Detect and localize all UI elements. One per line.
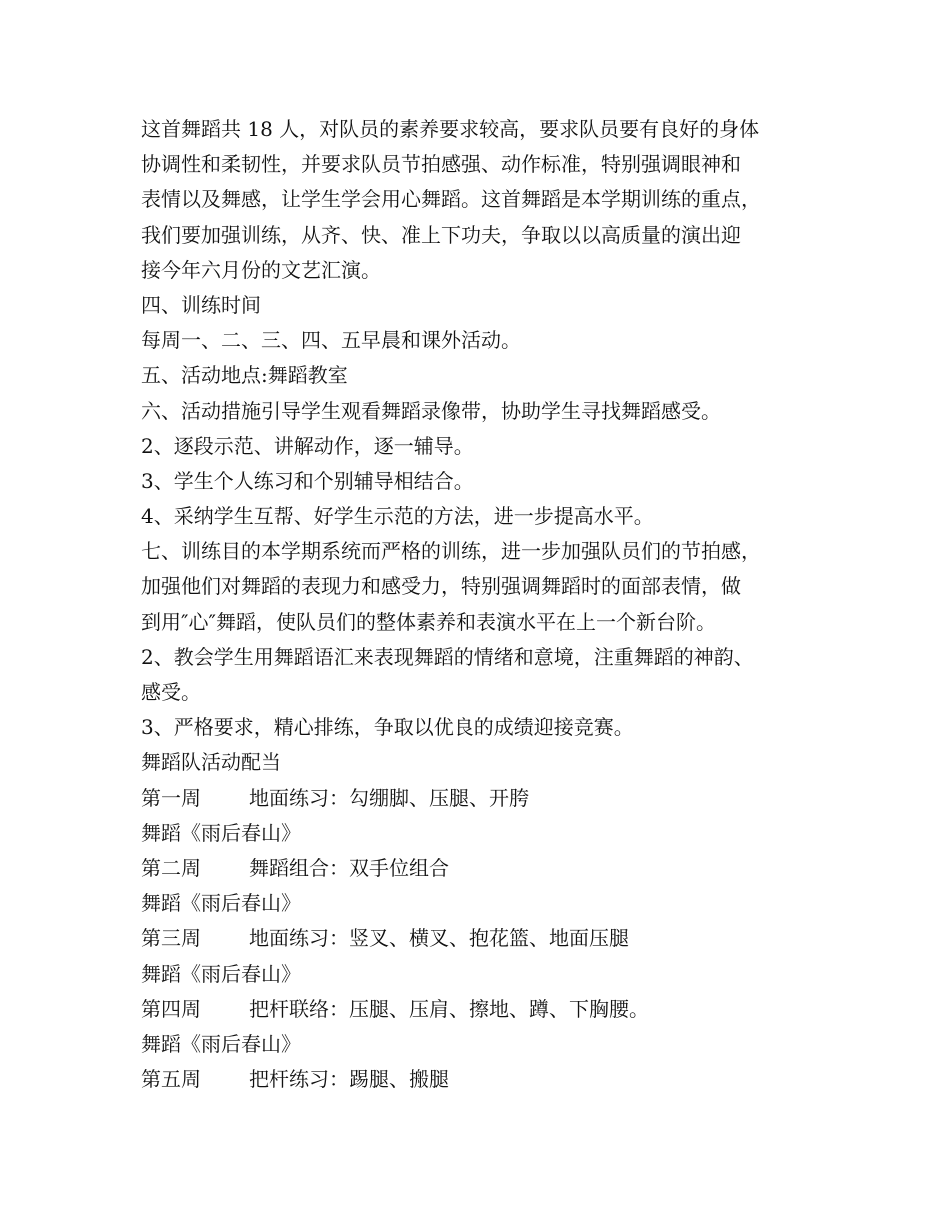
week-label: 第一周 xyxy=(141,785,201,810)
week-dance: 舞蹈《雨后春山》 xyxy=(141,891,301,916)
schedule-week-row xyxy=(141,781,841,816)
week-dance: 舞蹈《雨后春山》 xyxy=(141,820,301,845)
measures-line: 4、采纳学生互帮、好学生示范的方法，进一步提高水平。 xyxy=(141,504,654,529)
document-body xyxy=(141,112,841,1097)
goals-line: 加强他们对舞蹈的表现力和感受力，特别强调舞蹈时的面部表情，做 xyxy=(141,574,741,599)
training-time-heading: 四、训练时间 xyxy=(141,292,261,317)
goals-line: 感受。 xyxy=(141,680,201,704)
training-time-text: 每周一、二、三、四、五早晨和课外活动。 xyxy=(141,328,521,353)
week-dance: 舞蹈《雨后春山》 xyxy=(141,1031,301,1056)
intro-line: 协调性和柔韧性，并要求队员节拍感强、动作标准，特别强调眼神和 xyxy=(141,152,741,177)
measures-line: 六、活动措施引导学生观看舞蹈录像带，协助学生寻找舞蹈感受。 xyxy=(141,398,721,423)
week-content: 把杆联络：压腿、压肩、擦地、蹲、下胸腰。 xyxy=(249,996,649,1021)
week-content: 把杆练习：踢腿、搬腿 xyxy=(249,1067,449,1092)
schedule-week-row xyxy=(141,1062,841,1097)
goals-line: 3、严格要求，精心排练，争取以优良的成绩迎接竞赛。 xyxy=(141,715,634,740)
goals-line: 到用″心″舞蹈，使队员们的整体素养和表演水平在上一个新台阶。 xyxy=(141,609,716,634)
intro-line: 表情以及舞感，让学生学会用心舞蹈。这首舞蹈是本学期训练的重点， xyxy=(141,187,761,212)
intro-line: 我们要加强训练，从齐、快、准上下功夫，争取以以高质量的演出迎 xyxy=(141,222,741,247)
location-line: 五、活动地点:舞蹈教室 xyxy=(141,363,348,388)
intro-line: 接今年六月份的文艺汇演。 xyxy=(141,257,381,282)
week-dance: 舞蹈《雨后春山》 xyxy=(141,961,301,986)
week-label: 第五周 xyxy=(141,1067,201,1092)
schedule-week-row xyxy=(141,921,841,956)
week-content: 舞蹈组合：双手位组合 xyxy=(249,855,449,880)
week-label: 第四周 xyxy=(141,996,201,1021)
week-content: 地面练习：勾绷脚、压腿、开胯 xyxy=(249,785,529,810)
schedule-week-row xyxy=(141,851,841,886)
week-label: 第二周 xyxy=(141,855,201,880)
measures-line: 3、学生个人练习和个别辅导相结合。 xyxy=(141,468,474,493)
schedule-title: 舞蹈队活动配当 xyxy=(141,750,281,775)
week-label: 第三周 xyxy=(141,926,201,951)
week-content: 地面练习：竖叉、横叉、抱花篮、地面压腿 xyxy=(249,926,629,951)
goals-line: 七、训练目的本学期系统而严格的训练，进一步加强队员们的节拍感， xyxy=(141,539,761,564)
goals-line: 2、教会学生用舞蹈语汇来表现舞蹈的情绪和意境，注重舞蹈的神韵、 xyxy=(141,644,754,669)
schedule-week-row xyxy=(141,992,841,1027)
intro-line: 这首舞蹈共 18 人，对队员的素养要求较高，要求队员要有良好的身体 xyxy=(141,117,760,141)
measures-line: 2、逐段示范、讲解动作，逐一辅导。 xyxy=(141,433,474,458)
